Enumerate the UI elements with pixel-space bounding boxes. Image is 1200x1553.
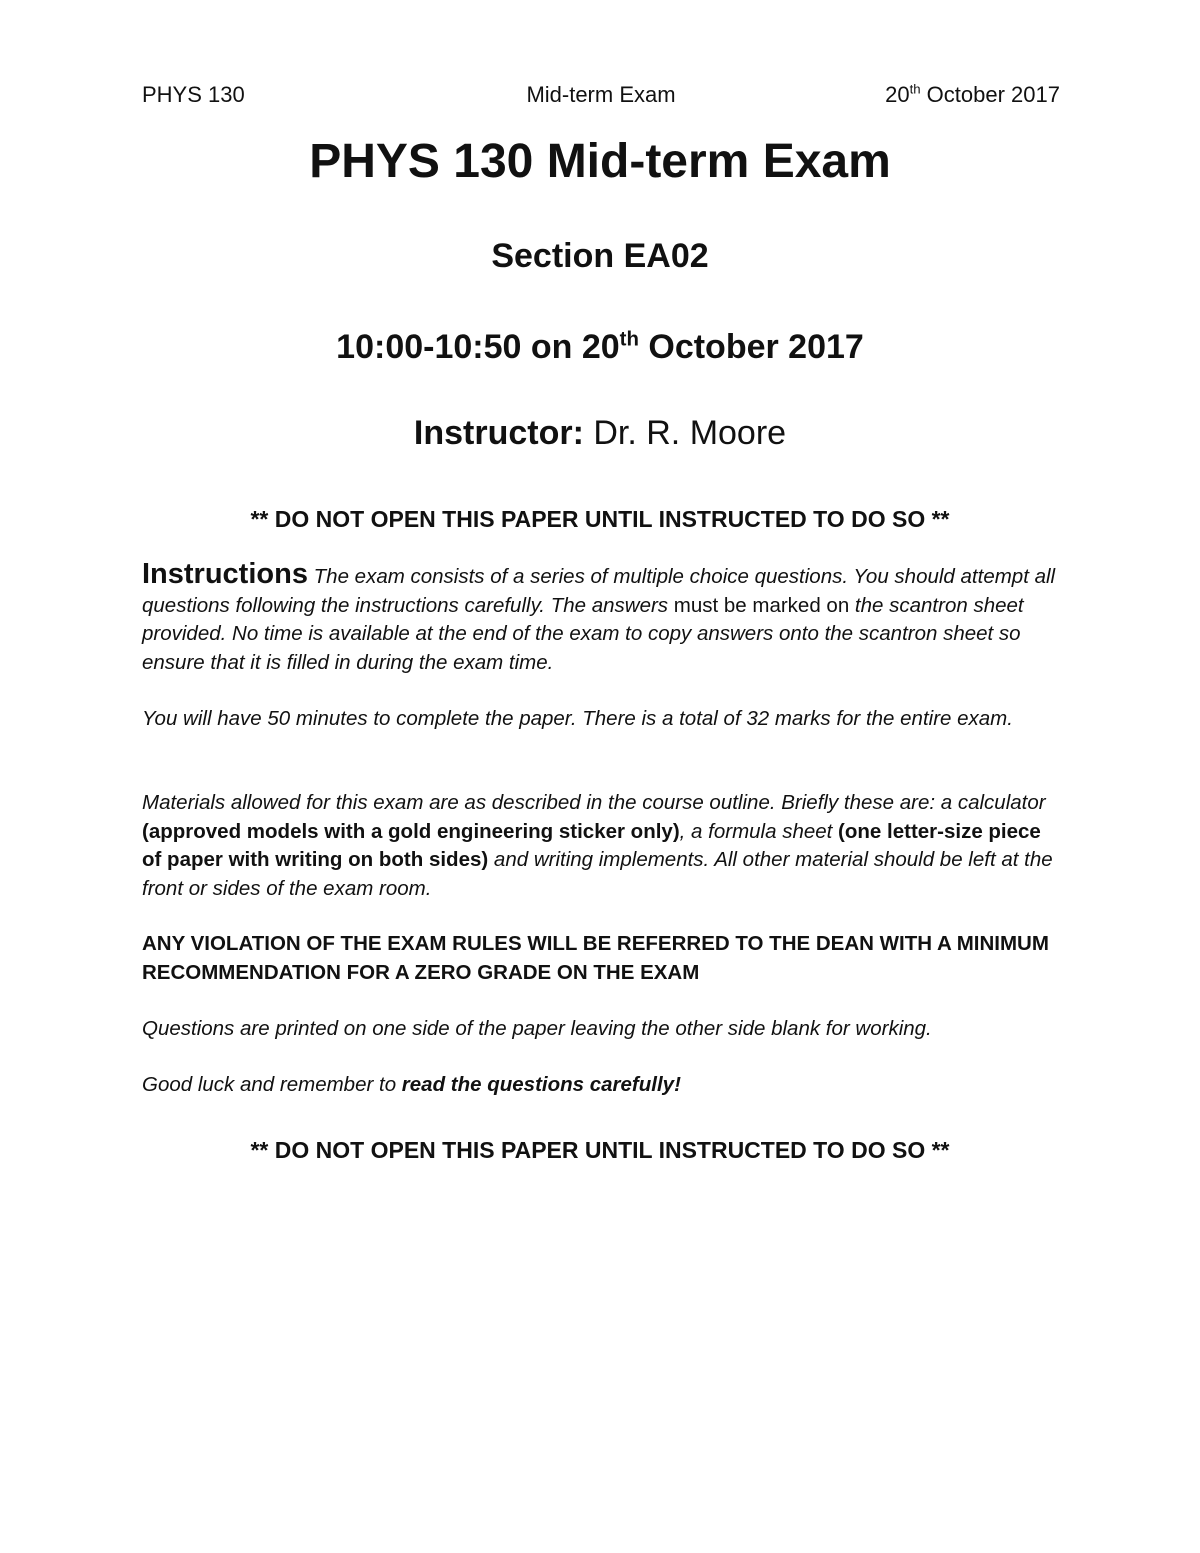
instructions-paragraph-time: You will have 50 minutes to complete the paper. There is a total of 32 marks for the entire exam. bbox=[142, 707, 1013, 730]
instructions-paragraph-materials bbox=[142, 789, 1062, 903]
header-date-day: 20 bbox=[885, 82, 910, 107]
materials-text: Materials allowed for this exam are as described in the course outline. Briefly these are: a calculator bbox=[142, 791, 1046, 814]
violation-warning: ANY VIOLATION OF THE EXAM RULES WILL BE REFERRED TO THE DEAN WITH A MINIMUM RECOMMENDATION FOR A ZERO GRADE ON THE EXAM bbox=[142, 932, 1049, 984]
instructions-emphasis: must be marked on bbox=[673, 593, 850, 617]
datetime-suffix: th bbox=[619, 328, 639, 351]
materials-calculator-note: (approved models with a gold engineering sticker only) bbox=[142, 819, 680, 843]
running-header bbox=[142, 80, 1060, 110]
instructions-paragraph-1 bbox=[142, 560, 1062, 677]
header-date-rest: October 2017 bbox=[920, 82, 1060, 107]
materials-formula-note: (one letter-size piece of paper with writing on both sides) bbox=[142, 819, 1041, 871]
good-luck-text: Good luck and remember to bbox=[142, 1073, 402, 1096]
header-date bbox=[885, 80, 1060, 110]
header-exam-name: Mid-term Exam bbox=[526, 82, 676, 107]
header-course-code: PHYS 130 bbox=[142, 82, 245, 107]
exam-datetime bbox=[0, 324, 1200, 370]
do-not-open-warning-bottom: ** DO NOT OPEN THIS PAPER UNTIL INSTRUCTED TO DO SO ** bbox=[250, 1137, 950, 1163]
instructions-paragraph-good-luck bbox=[142, 1071, 1062, 1100]
datetime-rest: October 2017 bbox=[638, 328, 864, 366]
instructor-label: Instructor: bbox=[413, 414, 584, 452]
instructions-text-cont: the scantron sheet provided. No time is available at the end of the exam to copy answers onto the scantron sheet so ensure that it is filled in during the exam time. bbox=[142, 593, 1024, 674]
materials-text-3: and writing implements. All other material should be left at the front or sides of the exam room. bbox=[142, 848, 1053, 900]
section-label: Section EA02 bbox=[491, 237, 709, 275]
do-not-open-warning-top: ** DO NOT OPEN THIS PAPER UNTIL INSTRUCTED TO DO SO ** bbox=[250, 506, 950, 532]
header-date-suffix: th bbox=[909, 81, 921, 97]
page-title: PHYS 130 Mid-term Exam bbox=[309, 135, 891, 188]
instructions-text: The exam consists of a series of multiple choice questions. You should attempt all questions following the instructions carefully. The answers bbox=[142, 565, 1056, 617]
instructor-name: Dr. R. Moore bbox=[583, 414, 787, 452]
good-luck-emphasis: read the questions carefully! bbox=[401, 1073, 681, 1096]
instructions-paragraph-layout: Questions are printed on one side of the paper leaving the other side blank for working. bbox=[142, 1017, 932, 1040]
materials-text-2: , a formula sheet bbox=[679, 819, 839, 843]
instructor-line bbox=[0, 410, 1200, 456]
instructions-heading: Instructions bbox=[142, 558, 308, 590]
datetime-prefix: 10:00-10:50 on 20 bbox=[336, 328, 620, 366]
